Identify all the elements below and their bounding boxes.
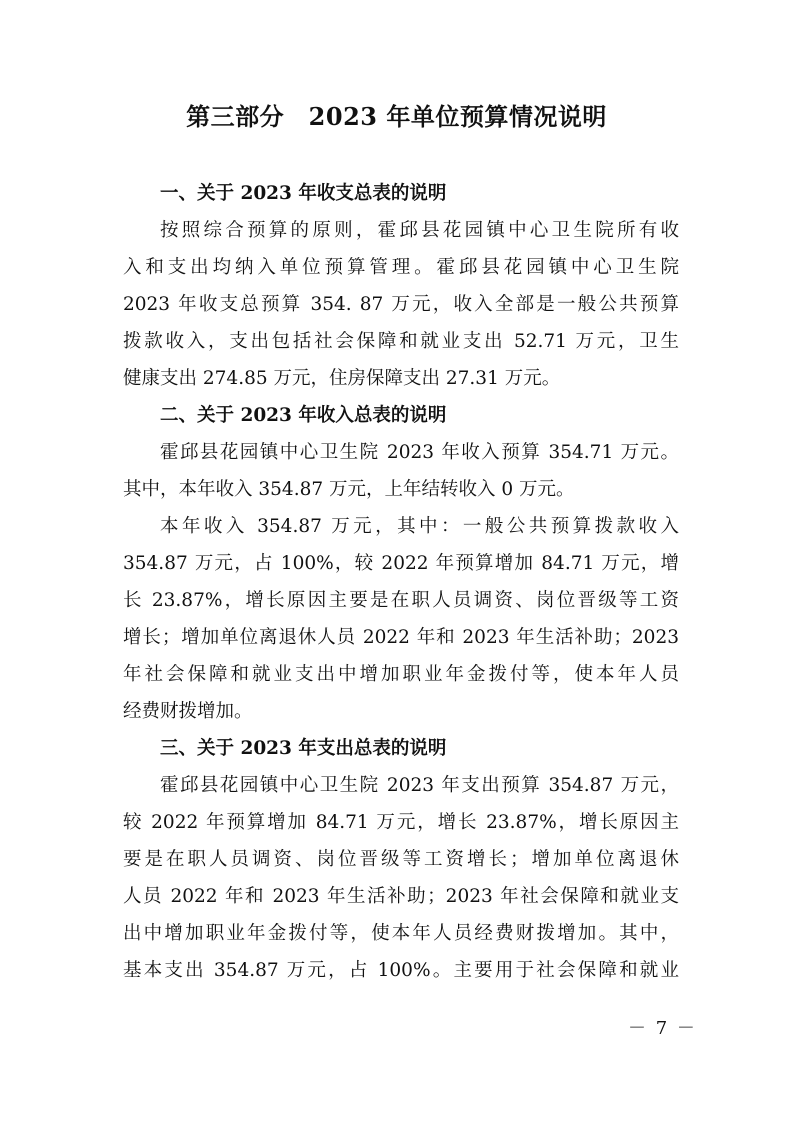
section-heading-2: 二、关于 2023 年收入总表的说明 — [160, 405, 447, 426]
paragraph-line: 健康支出 274.85 万元，住房保障支出 27.31 万元。 — [123, 368, 561, 389]
paragraph-line: 霍邱县花园镇中心卫生院 2023 年支出预算 354.87 万元， — [160, 775, 679, 796]
paragraph-line: 较 2022 年预算增加 84.71 万元，增长 23.87%，增长原因主 — [123, 812, 679, 833]
paragraph-line: 本年收入 354.87 万元，其中：一般公共预算拨款收入 — [160, 516, 679, 537]
paragraph-line: 人员 2022 年和 2023 年生活补助；2023 年社会保障和就业支 — [123, 886, 679, 907]
paragraph-line: 经费财拨增加。 — [123, 701, 253, 722]
section-2-paragraph-1 — [123, 434, 679, 508]
section-1-paragraph-1 — [123, 212, 679, 397]
paragraph-line: 出中增加职业年金拨付等，使本年人员经费财拨增加。其中， — [123, 923, 679, 944]
paragraph-line: 354.87 万元，占 100%，较 2022 年预算增加 84.71 万元，增 — [123, 553, 679, 574]
section-heading-3: 三、关于 2023 年支出总表的说明 — [160, 738, 447, 759]
paragraph-line: 增长；增加单位离退休人员 2022 年和 2023 年生活补助；2023 — [123, 627, 679, 648]
section-3-paragraph-1 — [123, 767, 679, 989]
document-title: 第三部分 2023 年单位预算情况说明 — [186, 102, 607, 131]
paragraph-line: 入和支出均纳入单位预算管理。霍邱县花园镇中心卫生院 — [123, 257, 679, 278]
paragraph-line: 拨款收入，支出包括社会保障和就业支出 52.71 万元，卫生 — [123, 331, 679, 352]
paragraph-line: 霍邱县花园镇中心卫生院 2023 年收入预算 354.71 万元。 — [160, 442, 679, 463]
paragraph-line: 其中，本年收入 354.87 万元，上年结转收入 0 万元。 — [123, 479, 575, 500]
section-heading-1: 一、关于 2023 年收支总表的说明 — [160, 183, 447, 204]
paragraph-line: 按照综合预算的原则，霍邱县花园镇中心卫生院所有收 — [160, 220, 679, 241]
paragraph-line: 2023 年收支总预算 354. 87 万元，收入全部是一般公共预算 — [123, 294, 679, 315]
section-2-paragraph-2 — [123, 508, 679, 730]
document-body — [123, 175, 679, 989]
paragraph-line: 年社会保障和就业支出中增加职业年金拨付等，使本年人员 — [123, 664, 679, 685]
page-number: － 7 － — [628, 1018, 697, 1039]
paragraph-line: 要是在职人员调资、岗位晋级等工资增长；增加单位离退休 — [123, 849, 679, 870]
paragraph-line: 长 23.87%，增长原因主要是在职人员调资、岗位晋级等工资 — [123, 590, 679, 611]
paragraph-line: 基本支出 354.87 万元，占 100%。主要用于社会保障和就业 — [123, 960, 679, 981]
